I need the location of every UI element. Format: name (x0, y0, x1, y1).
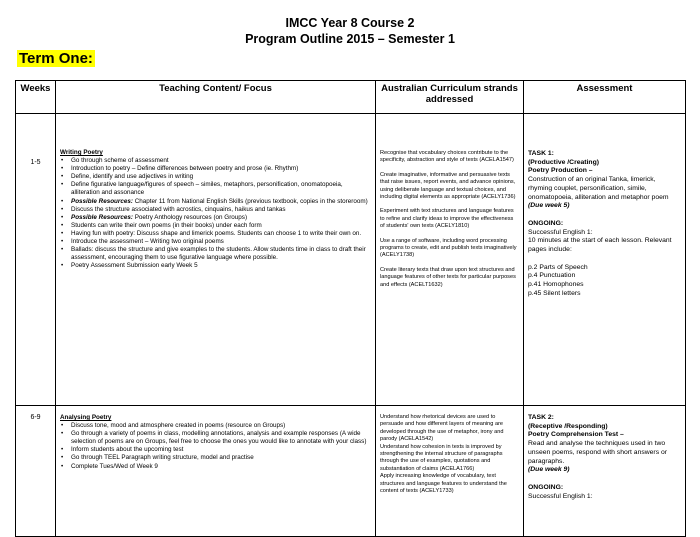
assessment-cell (524, 114, 686, 406)
list-item: • Inform students about the upcoming test (71, 446, 371, 454)
curriculum-strand: Create literary texts that draw upon text structures and language features of other texts for particular purposes and effects (ACELT1632) (380, 266, 516, 288)
curriculum-strand: Create imaginative, informative and persuasive texts that raise issues, report events, and advance opinions, using deliberate language and textual choices, and including digital elements as appropriate (ACELY1736) (380, 171, 516, 201)
curriculum-strand: Experiment with text structures and language features to refine and clarify ideas to improve the effectiveness of students' own texts (ACELY1810) (380, 208, 514, 230)
curriculum-cell (376, 114, 524, 406)
list-item: • Go through a variety of poems in class, modelling annotations, analysis and example responses (A wide selection of poems are on Groups, feel free to choose the ones you would like to annotate with your class) (71, 430, 371, 446)
teaching-content-cell (56, 114, 376, 406)
task-description: Read and analyse the techniques used in two unseen poems, respond with short answers or paragraphs. (528, 440, 668, 465)
curriculum-strand: Understand how rhetorical devices are used to persuade and how different layers of meaning are developed through the use of metaphor, irony and parody (ACELA1542) (380, 414, 504, 443)
list-item: • Complete Tues/Wed of Week 9 (71, 463, 371, 471)
list-item: • Define, identify and use adjectives in writing (71, 173, 371, 181)
list-item: • Possible Resources: Poetry Anthology resources (on Groups) (71, 214, 371, 222)
assessment-cell (524, 406, 686, 537)
list-item: • Go through scheme of assessment (71, 157, 371, 165)
program-table (15, 80, 686, 537)
table-row (16, 114, 686, 406)
task-type: (Receptive /Responding) (528, 422, 608, 430)
list-item: • Having fun with poetry: Discuss shape and limerick poems. Students can choose 1 to write their own on. (71, 230, 371, 238)
header-weeks: Weeks (16, 81, 56, 114)
task-description: Construction of an original Tanka, limerick, rhyming couplet, personification, simile, onomatopoeia, alliteration and metaphor poem (528, 176, 669, 201)
ongoing-book: Successful English 1: (528, 228, 593, 236)
task-name: Poetry Comprehension Test – (528, 431, 624, 439)
table-row (16, 406, 686, 537)
task-label: TASK 2: (528, 414, 554, 421)
header-assessment: Assessment (524, 81, 686, 114)
list-item: • Students can write their own poems (in their books) under each form (71, 222, 371, 230)
list-item: • Introduction to poetry – Define differences between poetry and prose (ie. Rhythm) (71, 165, 371, 173)
list-item: • Introduce the assessment – Writing two original poems (71, 238, 371, 246)
document-subtitle: Program Outline 2015 – Semester 1 (245, 32, 455, 46)
task-name: Poetry Production – (528, 167, 593, 175)
weeks-cell: 1-5 (16, 114, 56, 406)
curriculum-strand: Recognise that vocabulary choices contribute to the specificity, abstraction and style of texts (ACELA1547) (380, 150, 514, 164)
curriculum-cell (376, 406, 524, 537)
term-heading: Term One: (19, 50, 93, 67)
task-type: (Productive /Creating) (528, 158, 599, 166)
page-reference: p.2 Parts of Speech (528, 263, 588, 271)
header-curriculum: Australian Curriculum strands addressed (376, 81, 524, 114)
list-item: • Discuss the structure associated with acrostics, cinquains, haikus and tankas (71, 206, 371, 214)
table-header-row (16, 81, 686, 114)
task-label: TASK 1: (528, 150, 554, 157)
list-item: • Define figurative language/figures of speech – similes, metaphors, personification, onomatopoeia, alliteration and assonance (71, 181, 371, 197)
list-item: • Poetry Assessment Submission early Week 5 (71, 262, 371, 270)
list-item: • Discuss tone, mood and atmosphere created in poems (resource on Groups) (71, 422, 371, 430)
list-item: • Possible Resources: Chapter 11 from National English Skills (previous textbook, copies in the storeroom) (71, 198, 371, 206)
curriculum-strand: Use a range of software, including word processing programs to create, edit and publish texts imaginatively (ACELY1738) (380, 237, 517, 259)
list-item: • Ballads: discuss the structure and give examples to the students. Allow students time in class to draft their assessment, encouraging them to use figurative language where possible. (71, 246, 371, 262)
ongoing-note: 10 minutes at the start of each lesson. Relevant pages include: (528, 237, 672, 254)
teaching-content-cell (56, 406, 376, 537)
weeks-cell: 6-9 (16, 406, 56, 537)
header-teaching-content: Teaching Content/ Focus (56, 81, 376, 114)
content-list (60, 157, 371, 270)
document-title: IMCC Year 8 Course 2 (285, 16, 415, 30)
list-item: • Go through TEEL Paragraph writing structure, model and practise (71, 454, 371, 462)
task-due: (Due week 9) (528, 466, 570, 474)
task-due: (Due week 5) (528, 202, 570, 210)
page-reference: p.45 Silent letters (528, 289, 581, 297)
section-heading: Analysing Poetry (60, 414, 112, 421)
content-list (60, 422, 371, 471)
page-reference: p.4 Punctuation (528, 272, 576, 280)
ongoing-book: Successful English 1: (528, 492, 593, 500)
ongoing-label: ONGOING: (528, 219, 564, 227)
page-reference: p.41 Homophones (528, 281, 584, 289)
section-heading: Writing Poetry (60, 149, 103, 156)
curriculum-strand: Understand how cohesion in texts is improved by strengthening the internal structure of paragraphs through the use of examples, quotations and substantiation of claims (ACELA1766) (380, 443, 503, 472)
curriculum-strand: Apply increasing knowledge of vocabulary, text structures and language features to understand the content of texts (ACELY1733) (380, 473, 507, 495)
ongoing-label: ONGOING: (528, 483, 564, 491)
